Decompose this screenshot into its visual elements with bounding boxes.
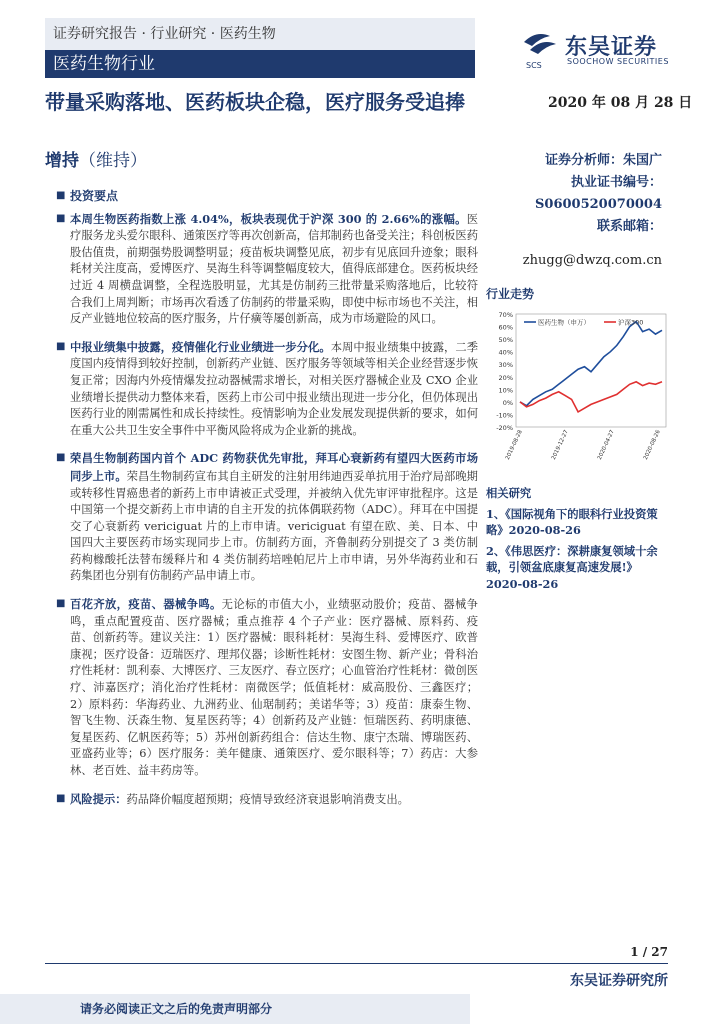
page-number: 1 / 27	[630, 945, 668, 959]
cert-number: S0600520070004	[535, 197, 662, 212]
key-point-body: 药品降价幅度超预期；疫情导致经济衰退影响消费支出。	[126, 792, 409, 806]
legend-label-2: 沪深300	[618, 318, 644, 327]
report-headline: 带量采购落地、医药板块企稳，医疗服务受追捧	[45, 90, 465, 114]
report-date: 2020 年 08 月 28 日	[548, 95, 693, 111]
key-point-body: 无论标的市值大小，业绩驱动股价；疫苗、器械争鸣，重点配置疫苗、医疗器械；重点推荐 4 个子产业：医疗器械、原料药、疫苗、创新药等。建议关注：1）医疗器械：眼科耗材：昊海生科、爱博医疗、欧普康视；医疗设备：迈瑞医疗、理邦仪器；诊断性耗材：安图生物、新产业；骨科治疗性耗材：凯利泰、大博医疗、三友医疗、春立医疗；心血管治疗性耗材：微创医疗、沛嘉医疗；消化治疗性耗材：南微医学；低值耗材：威高股份、三鑫医疗；2）原料药：华海药业、九洲药业、仙琚制药；美诺华等；3）疫苗：康泰生物、智飞生物、沃森生物、复星医药等；4）创新药及产业链：恒瑞医药、药明康德、复星医药、亿帆医药等；5）苏州创新药组合：信达生物、康宁杰瑞、博瑞医药、亚盛药业等；6）医疗服务：美年健康、通策医疗、爱尔眼科等；7）药店：大参林、老百姓、益丰药房等。	[70, 598, 478, 777]
x-tick-label: 2019-08-28	[504, 429, 524, 461]
key-point-body: 荣昌生物制药宣布其自主研发的注射用纬迪西妥单抗用于治疗局部晚期或转移性胃癌患者的新药上市申请被正式受理，并被纳入优先审评审批程序。这是中国第一个提交新药上市申请的自主开发的抗体偶联药物（ADC）。拜耳在中国提交了心衰新药 vericiguat 片的上市申请。vericiguat 有望在欧、美、日本、中国四大主要医药市场实现同步上市。仿制药方面，齐鲁制药分别提交了 3 类仿制药枸橼酸托法替布缓释片和 4 类仿制药培唑帕尼片上市申请，另外华海药业和石药集团也分别有仿制药产品申请上市。	[70, 469, 478, 583]
trend-title: 行业走势	[486, 287, 535, 301]
y-tick-label: -20%	[496, 424, 513, 432]
breadcrumb: 证券研究报告 · 行业研究 · 医药生物	[45, 18, 475, 50]
key-point-lead: 本周生物医药指数上涨 4.04%，板块表现优于沪深 300 的 2.66%的涨幅。	[70, 211, 467, 226]
disclaimer-banner: 请务必阅读正文之后的免责声明部分	[0, 994, 470, 1024]
key-point-5	[70, 791, 478, 809]
logo-cn-text: 东吴证券	[565, 35, 658, 60]
y-tick-label: 70%	[498, 311, 513, 319]
key-point-lead: 百花齐放，疫苗、器械争鸣。	[70, 597, 222, 612]
analyst-email[interactable]: zhugg@dwzq.com.cn	[522, 253, 662, 268]
key-point-2	[70, 339, 478, 440]
trend-chart	[486, 302, 672, 462]
y-tick-label: 30%	[498, 361, 513, 370]
y-tick-label: 50%	[498, 336, 513, 345]
rating-sub: （维持）	[79, 151, 147, 171]
related-research	[486, 485, 670, 593]
related-title: 相关研究	[486, 486, 532, 500]
rating	[45, 146, 147, 171]
svg-text:SCS: SCS	[526, 61, 542, 70]
key-point-3	[70, 450, 478, 585]
soochow-logo	[520, 28, 690, 74]
trend-chart-svg	[486, 302, 672, 462]
logo-en-text: SOOCHOW SECURITIES	[567, 57, 669, 66]
key-point-body: 医疗服务龙头爱尔眼科、通策医疗等再次创新高，信邦制药也备受关注；科创板医药股估值贵，前期强势股调整明显；疫苗板块调整见底，初步有见底回升迹象；眼科耗材关注度高，爱博医疗、昊海生科等调整幅度较大，值得底部建仓。医药板块经过近 4 周横盘调整，全程选股明显，尤其是仿制药三批带量采购落地后，比较符合我们上周判断；市场再次看透了仿制药的带量采购，即使中标市场也不关注，相反产业链地位较高的医疗服务，片仔癀等屡创新高，成为市场避险的风口。	[70, 212, 478, 326]
email-label: 联系邮箱：	[596, 219, 662, 234]
key-points-title: ■ 投资要点	[70, 188, 478, 205]
institute-name: 东吴证券研究所	[570, 973, 668, 989]
analyst-info	[523, 150, 662, 272]
x-tick-label: 2019-12-27	[550, 429, 570, 461]
key-point-4	[70, 596, 478, 780]
legend-label-1: 医药生物（申万）	[538, 318, 590, 327]
related-item-1[interactable]: 1、《国际视角下的眼科行业投资策略》2020-08-26	[486, 506, 658, 538]
y-tick-label: 0%	[502, 398, 513, 407]
related-item-2[interactable]: 2、《伟思医疗：深耕康复领域十余载，引领盆底康复高速发展!》2020-08-26	[486, 543, 658, 591]
series-line-2	[520, 382, 662, 412]
rating-main: 增持	[45, 151, 79, 171]
key-point-lead: 荣昌生物制药国内首个 ADC 药物获优先审批，拜耳心衰新药有望四大医药市场同步上市。	[70, 451, 478, 483]
key-point-lead: 中报业绩集中披露，疫情催化行业业绩进一步分化。	[70, 339, 331, 354]
x-tick-label: 2020-08-26	[642, 429, 662, 461]
analyst-name: 证券分析师：朱国广	[544, 153, 662, 168]
logo-mark-icon	[520, 28, 560, 72]
industry-banner: 医药生物行业	[45, 50, 475, 78]
cert-label: 执业证书编号：	[570, 175, 662, 190]
y-tick-label: 60%	[498, 323, 513, 332]
y-tick-label: -10%	[496, 411, 513, 420]
x-tick-label: 2020-04-27	[596, 429, 616, 461]
key-point-lead: 风险提示：	[70, 791, 127, 806]
footer-divider	[45, 963, 668, 964]
key-point-1	[70, 211, 478, 328]
y-tick-label: 10%	[498, 386, 513, 395]
key-points	[60, 188, 478, 819]
series-line-1	[520, 322, 662, 406]
y-tick-label: 20%	[498, 373, 513, 382]
key-point-body: 本周中报业绩集中披露，二季度国内疫情得到较好控制，创新药产业链、医疗服务等领域等相关企业经营逐步恢复正常；因海内外疫情爆发拉动器械需求增长，对相关医疗器械企业及 CXO 企业业绩增长提供动力整体来看，医药上市公司中报业绩出现进一步分化，但仍体现出医药行业的刚需属性和成长持续性。疫情影响为企业发展发现提供新的要求，如何在重大公共卫生安全事件中平衡风险将成为企业新的挑战。	[70, 340, 478, 437]
y-tick-label: 40%	[498, 348, 513, 357]
